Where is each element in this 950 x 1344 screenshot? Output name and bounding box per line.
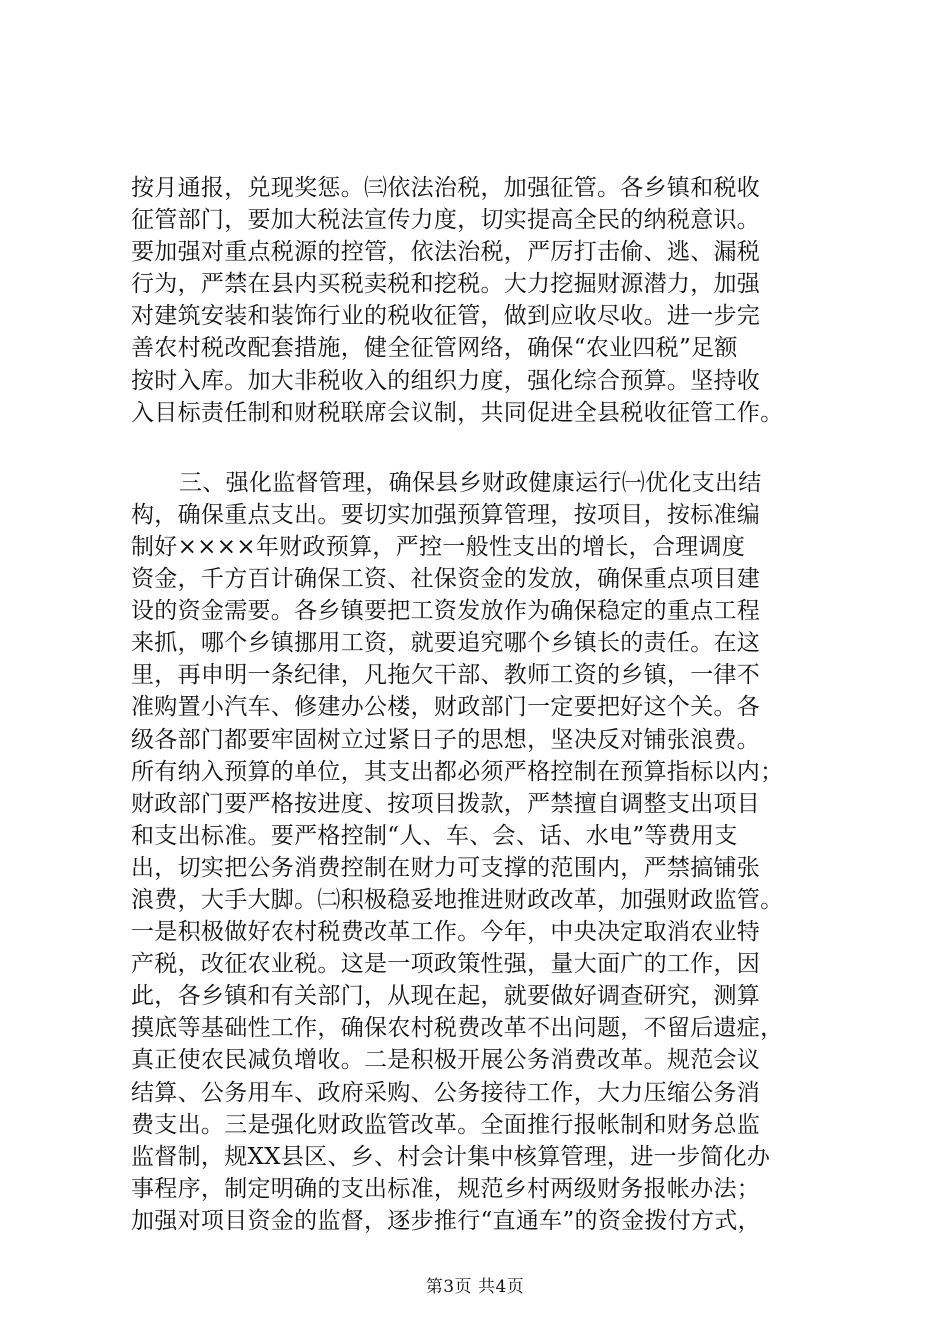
text-line: 此，各乡镇和有关部门，从现在起，就要做好调查研究，测算 (131, 983, 761, 1010)
page-number-footer: 第3页 共4页 (425, 1277, 525, 1297)
text-line: 财政部门要严格按进度、按项目拨款，严禁擅自调整支出项目 (131, 790, 761, 817)
text-line: 行为，严禁在县内买税卖税和挖税。大力挖掘财源潜力，加强 (131, 271, 761, 298)
text-line: 构，确保重点支出。要切实加强预算管理，按项目，按标准编 (131, 501, 761, 528)
text-line: 要加强对重点税源的控管，依法治税，严厉打击偷、逃、漏税 (131, 239, 761, 266)
text-line: 资金，千方百计确保工资、社保资金的发放，确保重点项目建 (131, 566, 761, 593)
text-line: 按月通报，兑现奖惩。㈢依法治税，加强征管。各乡镇和税收 (131, 175, 761, 201)
paragraph-supervision (131, 467, 831, 1237)
text-line-first: 三、强化监督管理，确保县乡财政健康运行㈠优化支出结 (179, 469, 762, 496)
text-line: 入目标责任制和财税联席会议制，共同促进全县税收征管工作。 (131, 399, 784, 426)
paragraph-tax-collection (131, 172, 831, 429)
text-line: 善农村税改配套措施，健全征管网络，确保“农业四税”足额 (131, 335, 738, 362)
text-line: 制好××××年财政预算，严控一般性支出的增长，合理调度 (131, 533, 746, 560)
text-line: 费支出。三是强化财政监管改革。全面推行报帐制和财务总监 (131, 1111, 761, 1138)
paragraph-spacer (131, 429, 831, 467)
text-line: 里，再申明一条纪律，凡拖欠干部、教师工资的乡镇，一律不 (131, 662, 761, 689)
text-line: 一是积极做好农村税费改革工作。今年，中央决定取消农业特 (131, 919, 761, 946)
text-line: 结算、公务用车、政府采购、公务接待工作，大力压缩公务消 (131, 1079, 761, 1106)
document-body (131, 172, 831, 1237)
text-line: 对建筑安装和装饰行业的税收征管，做到应收尽收。进一步完 (131, 303, 761, 330)
text-line: 事程序，制定明确的支出标准，规范乡村两级财务报帐办法； (131, 1175, 761, 1202)
text-line: 按时入库。加大非税收入的组织力度，强化综合预算。坚持收 (131, 367, 761, 394)
text-line: 设的资金需要。各乡镇要把工资发放作为确保稳定的重点工程 (131, 598, 761, 625)
text-line: 真正使农民减负增收。二是积极开展公务消费改革。规范会议 (131, 1047, 761, 1074)
text-line: 加强对项目资金的监督，逐步推行“直通车”的资金拨付方式， (131, 1207, 761, 1234)
text-line: 来抓，哪个乡镇挪用工资，就要追究哪个乡镇长的责任。在这 (131, 630, 761, 657)
text-line: 征管部门，要加大税法宣传力度，切实提高全民的纳税意识。 (131, 207, 761, 234)
text-line: 监督制，规XX县区、乡、村会计集中核算管理，进一步简化办 (131, 1143, 771, 1170)
text-line: 级各部门都要牢固树立过紧日子的思想，坚决反对铺张浪费。 (131, 726, 761, 753)
text-line: 和支出标准。要严格控制“人、车、会、话、水电”等费用支 (131, 822, 738, 849)
text-line: 准购置小汽车、修建办公楼，财政部门一定要把好这个关。各 (131, 694, 761, 721)
text-line: 摸底等基础性工作，确保农村税费改革不出问题，不留后遗症， (131, 1015, 784, 1042)
text-line: 出，切实把公务消费控制在财力可支撑的范围内，严禁搞铺张 (131, 854, 761, 881)
text-line: 产税，改征农业税。这是一项政策性强，量大面广的工作，因 (131, 951, 761, 978)
text-line: 所有纳入预算的单位，其支出都必须严格控制在预算指标以内； (131, 758, 784, 785)
text-line: 浪费，大手大脚。㈡积极稳妥地推进财政改革，加强财政监管。 (131, 886, 784, 913)
